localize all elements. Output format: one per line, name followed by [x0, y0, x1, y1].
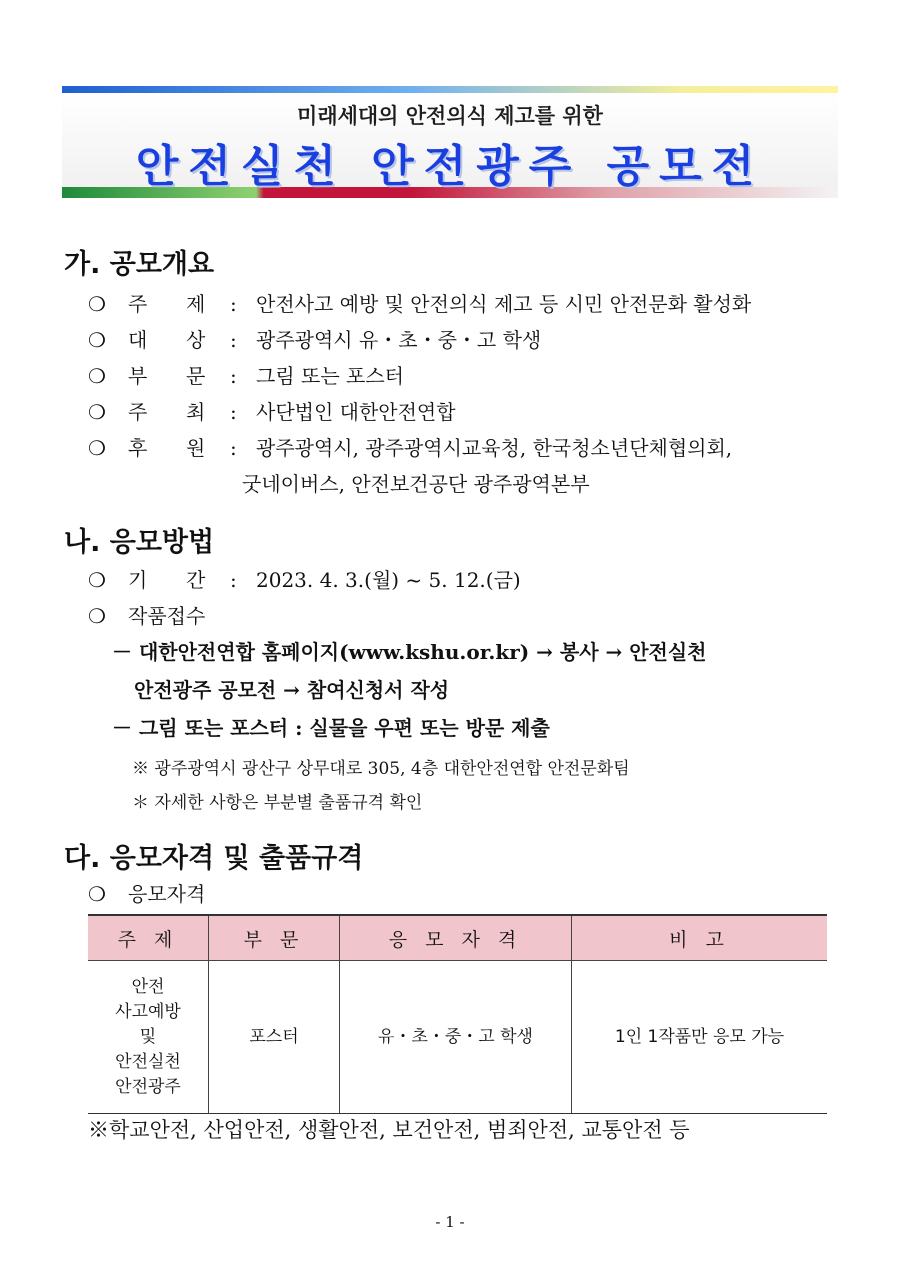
bullet-icon: ❍ — [88, 328, 106, 352]
online-submission-line2: 안전광주 공모전 → 참여신청서 작성 — [134, 678, 450, 702]
eligibility-subtitle: ❍ 응모자격 — [88, 882, 206, 906]
header-category: 부 문 — [209, 915, 340, 961]
bullet-icon: ❍ — [88, 882, 106, 906]
bullet-icon: ❍ — [88, 604, 106, 628]
section-a-title: 가. 공모개요 — [64, 249, 215, 280]
header-topic: 주 제 — [88, 915, 209, 961]
table-footnote: ※학교안전, 산업안전, 생활안전, 보건안전, 범죄안전, 교통안전 등 — [88, 1118, 690, 1142]
bullet-icon: ❍ — [88, 436, 106, 460]
overview-item-sponsor-cont: 굿네이버스, 안전보건공단 광주광역본부 — [242, 472, 590, 496]
section-c-title: 다. 응모자격 및 출품규격 — [64, 843, 364, 874]
method-item-receipt: ❍ 작품접수 — [88, 604, 206, 628]
header-eligibility: 응 모 자 격 — [340, 915, 572, 961]
online-submission-line1: － 대한안전연합 홈페이지(www.kshu.or.kr) → 봉사 → 안전실천 — [112, 640, 707, 664]
method-item-period: ❍ 기 간 : 2023. 4. 3.(월) ~ 5. 12.(금) — [88, 568, 521, 592]
offline-submission: － 그림 또는 포스터 : 실물을 우편 또는 방문 제출 — [112, 716, 550, 740]
table-row — [88, 961, 827, 1114]
overview-item-host: ❍ 주 최 : 사단법인 대한안전연합 — [88, 400, 456, 424]
bullet-icon: ❍ — [88, 400, 106, 424]
banner-top-stripe — [62, 86, 838, 93]
bullet-icon: ❍ — [88, 364, 106, 388]
cell-category: 포스터 — [209, 961, 340, 1114]
bullet-icon: ❍ — [88, 568, 106, 592]
detail-note: ＊ 자세한 사항은 부분별 출품규격 확인 — [132, 793, 423, 813]
banner-title: 안전실천 안전광주 공모전 — [135, 141, 765, 192]
cell-topic: 안전 사고예방 및 안전실천 안전광주 — [88, 961, 209, 1114]
overview-item-topic: ❍ 주 제 : 안전사고 예방 및 안전의식 제고 등 시민 안전문화 활성화 — [88, 292, 752, 316]
overview-item-category: ❍ 부 문 : 그림 또는 포스터 — [88, 364, 404, 388]
title-banner — [62, 86, 838, 198]
cell-remark: 1인 1작품만 응모 가능 — [572, 961, 828, 1114]
cell-eligibility: 유・초・중・고 학생 — [340, 961, 572, 1114]
header-remark: 비 고 — [572, 915, 828, 961]
table-header-row — [88, 915, 827, 961]
overview-item-target: ❍ 대 상 : 광주광역시 유・초・중・고 학생 — [88, 328, 542, 352]
eligibility-table — [88, 914, 827, 1114]
banner-subtitle: 미래세대의 안전의식 제고를 위한 — [297, 104, 603, 128]
address-note: ※ 광주광역시 광산구 상무대로 305, 4층 대한안전연합 안전문화팀 — [132, 759, 630, 779]
bullet-icon: ❍ — [88, 292, 106, 316]
overview-item-sponsor: ❍ 후 원 : 광주광역시, 광주광역시교육청, 한국청소년단체협의회, — [88, 436, 733, 460]
page-number: - 1 - — [435, 1213, 465, 1231]
section-b-title: 나. 응모방법 — [64, 527, 215, 558]
